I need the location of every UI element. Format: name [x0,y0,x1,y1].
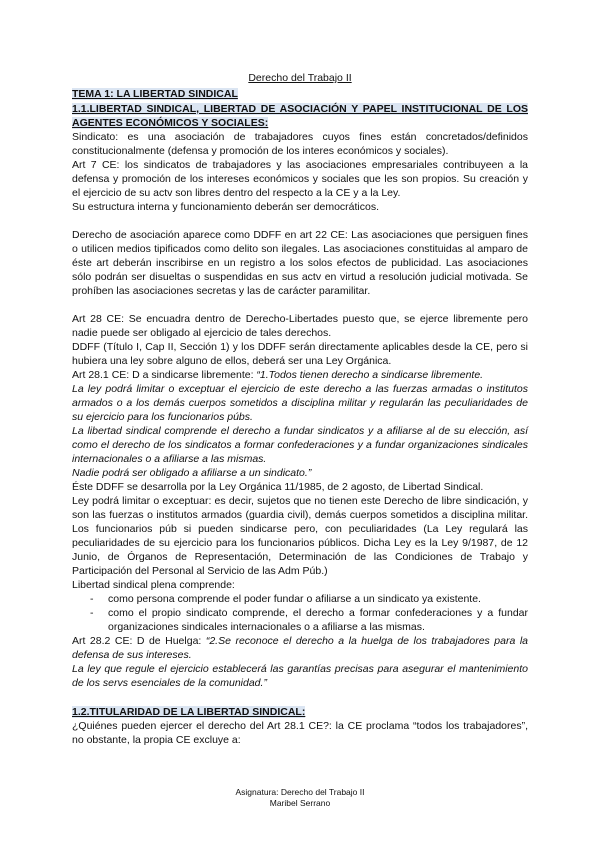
bullet-list [72,592,528,634]
document-page [72,72,528,747]
paragraph-art-28-2 [72,634,528,662]
footer-subject: Asignatura: Derecho del Trabajo II [235,787,365,797]
paragraph-ley-organica: Éste DDFF se desarrolla por la Ley Orgánica 11/1985, de 2 agosto, de Libertad Sindical. [72,480,484,493]
paragraph-art-28-1 [72,368,528,382]
paragraph-art-28: Art 28 CE: Se encuadra dentro de Derecho-Libertades puesto que, se ejerce libremente pero nadie puede ser obligado al ejercicio de tales derechos. [72,312,528,339]
quote-nadie: Nadie podrá ser obligado a afiliarse a un sindicato.” [72,466,312,479]
list-item-text: como el propio sindicato comprende, el derecho a formar confederaciones y a fundar organizaciones sindicales internacionales o a afiliarse a las mismas. [108,606,528,633]
paragraph-estructura: Su estructura interna y funcionamiento deberán ser democráticos. [72,200,379,213]
list-item-text: como persona comprende el poder fundar o afiliarse a un sindicato ya existente. [108,592,481,605]
tema-heading-text: TEMA 1: LA LIBERTAD SINDICAL [72,88,238,100]
quote-limitar: La ley podrá limitar o exceptuar el ejercicio de este derecho a las fuerzas armadas o institutos armados o a los demás cuerpos sometidos a disciplina militar y regularán las peculiaridades de su ejercicio para los funcionarios púbs. [72,382,528,423]
paragraph-sindicato: Sindicato: es una asociación de trabajadores cuyos fines están concretados/definidos constitucionalmente (defensa y promoción de los interes económicos y sociales). [72,130,528,157]
list-item [90,592,528,606]
spacer [72,214,528,228]
quote-libertad: La libertad sindical comprende el derecho a fundar sindicatos y a afiliarse al de su elección, así como el derecho de los sindicatos a formar confederaciones y a fundar organizaciones sindicales internacionales o a afiliarse a las mismas. [72,424,528,465]
section-heading-1-1 [72,102,528,130]
tema-heading [72,88,528,101]
paragraph-art-7: Art 7 CE: los sindicatos de trabajadores y las asociaciones empresariales contribuyeen a la defensa y promoción de los intereses económicos y sociales que les son propios. Su creación y el ejercicio de su actv son libres dentro del respecto a la CE y a la Ley. [72,158,528,199]
dash-marker: - [90,606,94,619]
footer-author: Maribel Serrano [269,798,331,808]
art-28-2-quote: “2.Se reconoce el derecho a la huelga de los trabajadores para la defensa de sus intereses. [72,634,528,661]
paragraph-titularidad: ¿Quiénes pueden ejercer el derecho del Art 28.1 CE?: la CE proclama “todos los trabajadores”, no obstante, la propia CE excluye a: [72,719,528,746]
section-heading-1-2 [72,705,528,719]
paragraph-asociacion: Derecho de asociación aparece como DDFF en art 22 CE: Las asociaciones que persiguen fines o utilicen medios tipificados como delito son ilegales. Las asociaciones constituidas al amparo de éste art deberán inscribirse en un registro a los solos efectos de publicidad. Las asociaciones sólo podrán ser disueltas o suspendidas en sus actv en virtud a resolución judicial motivada. Se prohíben las asociaciones secretas y las de carácter paramilitar. [72,228,528,297]
dash-marker: - [90,592,94,605]
page-footer [0,787,600,809]
list-item [90,606,528,634]
paragraph-ddff: DDFF (Título I, Cap II, Sección 1) y los DDFF serán directamente aplicables desde la CE, pero si hubiera una ley sobre alguno de ellos, deberá ser una Ley Orgánica. [72,340,528,367]
spacer [72,298,528,312]
section-heading-1-2-text: 1.2.TITULARIDAD DE LA LIBERTAD SINDICAL: [72,705,306,718]
art-28-1-label: Art 28.1 CE: D a sindicarse libremente: [72,368,257,381]
art-28-2-label: Art 28.2 CE: D de Huelga: [72,634,206,647]
paragraph-libertad-plena: Libertad sindical plena comprende: [72,578,235,591]
art-28-1-quote: “1.Todos tienen derecho a sindicarse libremente. [256,368,484,381]
quote-ley-regule: La ley que regule el ejercicio establecerá las garantías precisas para asegurar el mantenimiento de los servs esenciales de la comunidad.” [72,662,528,689]
spacer [72,690,528,704]
section-heading-1-1-text: 1.1.LIBERTAD SINDICAL, LIBERTAD DE ASOCIACIÓN Y PAPEL INSTITUCIONAL DE LOS AGENTES ECONÓMICOS Y SOCIALES: [72,102,528,129]
document-title: Derecho del Trabajo II [248,72,352,84]
paragraph-ley-limitar: Ley podrá limitar o exceptuar: es decir, sujetos que no tienen este Derecho de libre sindicación, y son las fuerzas o institutos armados (guardia civil), demás cuerpos sometidos a disciplina militar. Los funcionarios púb si pueden sindicarse pero, con peculiaridades (La Ley regulará las peculiaridades de su ejercicio para los funcionarios públicos. Dicha Ley es la Ley 9/1987, de 12 Junio, de Órganos de Representación, Determinación de las Condiciones de Trabajo y Participación del Personal al Servicio de las Adm Púb.) [72,494,528,577]
